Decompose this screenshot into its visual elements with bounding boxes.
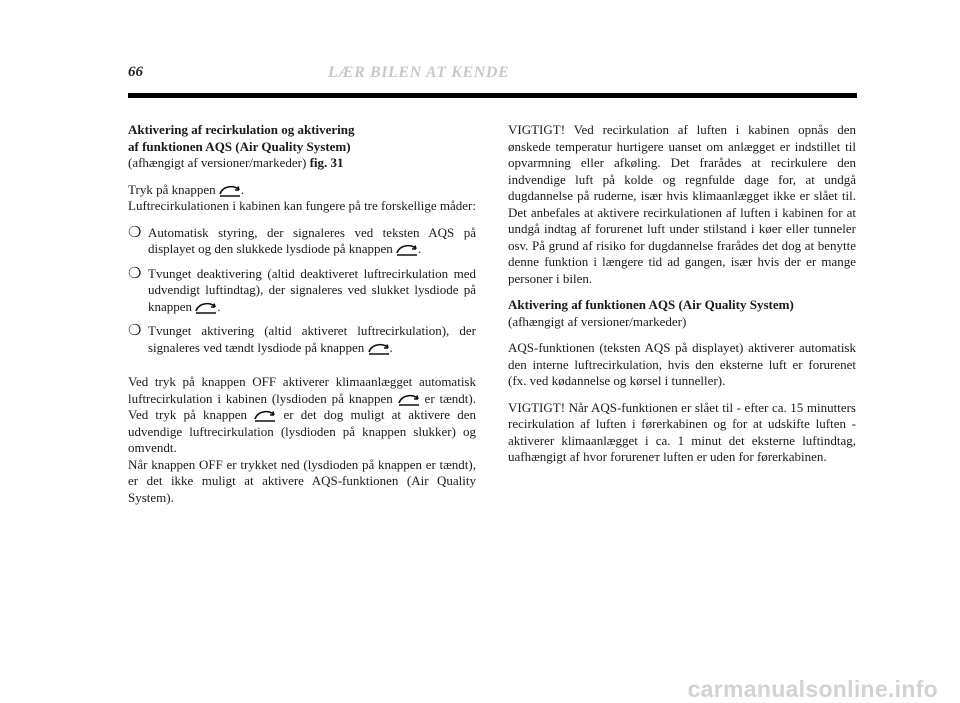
off-button-note: Når knappen OFF er trykket ned (lysdioden på knappen er tændt), er det ikke muligt at aktivere AQS-funktionen (Air Quality System).: [128, 456, 476, 505]
air-recirculation-icon: [195, 301, 217, 314]
aqs-heading: Aktivering af funktionen AQS (Air Quality System): [508, 297, 794, 312]
list-item: ❍ Tvunget aktivering (altid aktiveret luftrecirkulation), der signaleres ved tændt lysdiode på knappen .: [128, 323, 476, 355]
section-title: LÆR BILEN AT KENDE: [328, 64, 510, 81]
aqs-heading-block: [508, 297, 856, 330]
left-column: [128, 122, 476, 516]
intro-text: Luftrecirkulationen i kabinen kan fungere på tre forskellige måder:: [128, 198, 476, 213]
left-heading: Aktivering af recirkulation og aktivering af funktionen AQS (Air Quality System) (afhængigt af versioner/markeder) fig. 31: [128, 122, 355, 170]
watermark: carmanualsonline.info: [687, 676, 938, 702]
air-recirculation-icon: [368, 342, 390, 355]
aqs-description: AQS-funktionen (teksten AQS på displayet) aktiverer automatisk den interne luftrecirkulation, hvis den eksterne luft er forurenet (fx. ved kødannelse og kørsel i tunneller).: [508, 340, 856, 388]
bullet-mark: ❍: [128, 224, 142, 241]
press-instruction: Tryk på knappen .: [128, 181, 245, 197]
heading-note: (afhængigt af versioner/markeder): [128, 155, 307, 170]
off-button-paragraph: Ved tryk på knappen OFF aktiverer klimaanlægget automatisk luftrecirkulation i kabinen (lysdioden på knappen er tændt). Ved tryk på knappen er det dog muligt at aktivere den udvendige luftrecirkulation (lysdioden på knappen slukker) og omvendt.: [128, 374, 477, 455]
recirculation-warning: VIGTIGT! Ved recirkulation af luften i kabinen opnås den ønskede temperatur hurtigere uanset om anlægget er indstillet til opvarmning eller afkøling. Det frarådes at recirkulere den indvendige luft på kolde og regnfulde dage for, at undgå dugdannelse på ruderne, især hvis klimaanlægget ikke er slået til. Det anbefales at aktivere recirkulationen af luften i kabinen for at undgå indtag af forurenet luft under stilstand i køer eller tunneler osv. På grund af risiko for dugdannelse frarådes det dog at benytte denne funktion i længere tid ad gangen, især hvis der er mange personer i bilen.: [508, 122, 856, 286]
air-recirculation-icon: [396, 243, 418, 256]
right-column: [508, 122, 856, 476]
air-recirculation-icon: [254, 409, 276, 422]
figure-ref: fig. 31: [309, 155, 344, 170]
air-recirculation-icon: [219, 184, 241, 197]
list-item: ❍ Automatisk styring, der signaleres ved teksten AQS på displayet og den slukkede lysdiode på knappen .: [128, 224, 476, 256]
bullet-mark: ❍: [128, 323, 142, 339]
page-header: [128, 64, 857, 104]
aqs-heading-note: (afhængigt af versioner/markeder): [508, 313, 687, 329]
page-number: 66: [128, 64, 143, 80]
header-rule: [128, 93, 857, 98]
bullet-mark: ❍: [128, 265, 142, 282]
aqs-warning: VIGTIGT! Når AQS-funktionen er slået til - efter ca. 15 minutters recirkulation af luften i førerkabinen og for at udskifte luften - aktiverer klimaanlægget i ca. 1 minut det eksterne luftindtag, uafhængigt af hvor forureneт luften er uden for førerkabinen.: [508, 399, 856, 464]
air-recirculation-icon: [398, 393, 420, 406]
list-item: ❍ Tvunget deaktivering (altid deaktiveret luftrecirkulation med udvendigt luftindtag), der signaleres ved slukket lysdiode på knappen .: [128, 265, 476, 314]
